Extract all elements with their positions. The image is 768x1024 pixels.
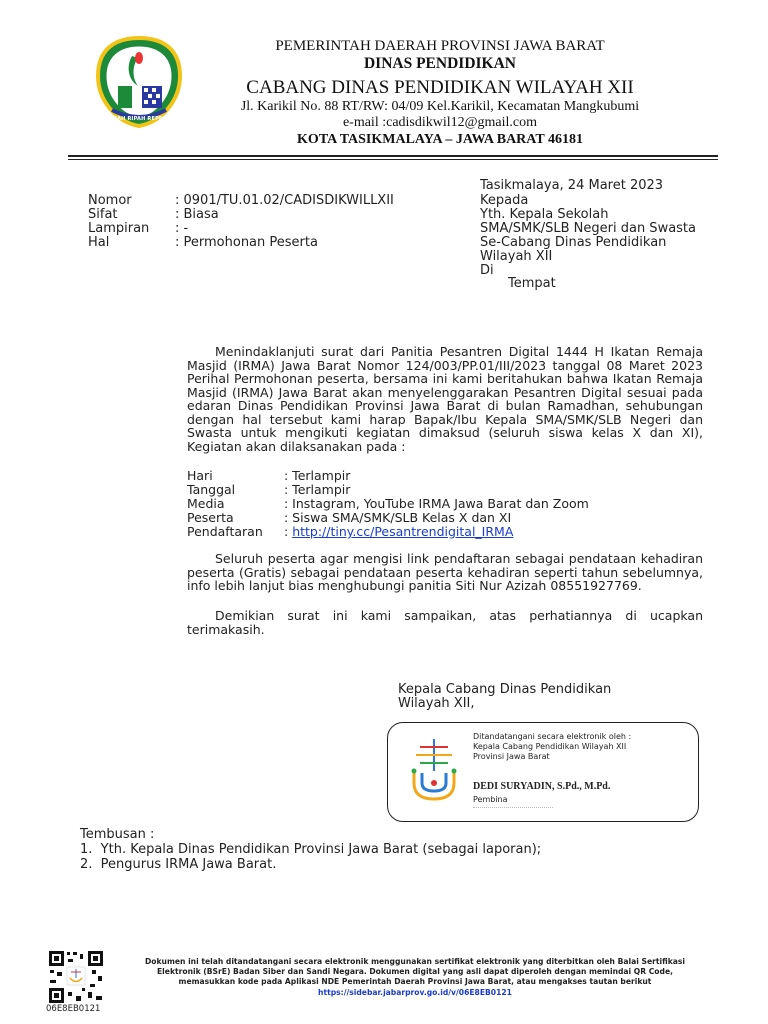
hal-label: Hal [88, 235, 110, 250]
logo-motto: GEMAH RIPAH REPEH RAPIH [104, 116, 188, 122]
detail-value: : Terlampir [284, 482, 351, 497]
electronic-signature-box [387, 722, 699, 822]
recipient-line2: SMA/SMK/SLB Negeri dan Swasta [480, 221, 696, 236]
detail-value: : Instagram, YouTube IRMA Jawa Barat dan Zoom [284, 496, 589, 511]
document-code: 06E8EB0121 [46, 1004, 101, 1014]
header-branch: CABANG DINAS PENDIDIKAN WILAYAH XII [246, 77, 634, 98]
footer-line-3: memasukkan kode pada Aplikasi NDE Pemerintah Daerah Provinsi Jawa Barat, atau mengakses tautan berikut [178, 977, 652, 986]
footer-line-1: Dokumen ini telah ditandatangani secara elektronik menggunakan sertifikat elektronik yang diterbitkan oleh Balai Sertifikasi [144, 957, 685, 966]
detail-row-hari [187, 469, 350, 483]
lampiran-label: Lampiran [88, 221, 150, 236]
verification-link[interactable]: https://sidebar.jabarprov.go.id/v/06E8EB0121 [318, 988, 512, 997]
recipient-line1: Yth. Kepala Sekolah [480, 207, 609, 222]
signature-office: Kepala Cabang Pendidikan Wilayah XII [473, 742, 627, 751]
recipient-tempat: Tempat [508, 276, 556, 291]
detail-row-pendaftaran [187, 525, 513, 539]
rank-underline [473, 807, 553, 808]
detail-value: : Terlampir [284, 468, 351, 483]
header-department: DINAS PENDIDIKAN [363, 55, 516, 72]
detail-label: Pendaftaran [187, 524, 263, 539]
detail-label: Tanggal [187, 482, 236, 497]
body-paragraph-2: Seluruh peserta agar mengisi link pendaftaran sebagai pendataan kehadiran peserta (Gratis) sebagai pendataan peserta kehadiran seperti tahun sebelumnya, info lebih lanjut bias menghubungi panitia Siti Nur Azizah 08551927769. [187, 551, 703, 593]
header-government: PEMERINTAH DAERAH PROVINSI JAWA BARAT [275, 38, 605, 54]
header-divider-thin [68, 159, 718, 160]
bsre-seal-icon [406, 737, 462, 803]
sifat-label: Sifat [88, 207, 118, 222]
signatory-title-1: Kepala Cabang Dinas Pendidikan [398, 682, 612, 697]
signatory-title-2: Wilayah XII, [398, 696, 475, 711]
lampiran-value: : - [175, 221, 189, 236]
signatory-rank: Pembina [473, 795, 508, 804]
header-address: Jl. Karikil No. 88 RT/RW: 04/09 Kel.Karikil, Kecamatan Mangkubumi [240, 99, 640, 114]
registration-link[interactable]: http://tiny.cc/Pesantrendigital_IRMA [292, 524, 514, 539]
header-email: e-mail :cadisdikwil12@gmail.com [342, 115, 538, 130]
detail-row-tanggal [187, 483, 350, 497]
recipient-line3: Se-Cabang Dinas Pendidikan [480, 235, 667, 250]
tembusan-heading: Tembusan : [80, 827, 155, 842]
body-paragraph-1: Menindaklanjuti surat dari Panitia Pesantren Digital 1444 H Ikatan Remaja Masjid (IRMA) Jawa Barat Nomor 124/003/PP.01/III/2023 tanggal 08 Maret 2023 Perihal Permohonan peserta, bersama ini kami beritahukan bahwa Ikatan Remaja Masjid (IRMA) Jawa Barat akan menyelenggarakan Pesantren Digital sesuai pada edaran Dinas Pendidikan Provinsi Jawa Barat di bulan Ramadhan, sehubungan dengan hal tersebut kami harap Bapak/Ibu Kepala SMA/SMK/SLB Negeri dan Swasta untuk mengikuti kegiatan dimaksud (seluruh siswa kelas X dan XI), Kegiatan akan dilaksanakan pada : [187, 344, 703, 454]
nomor-label: Nomor [88, 193, 132, 208]
recipient-di: Di [480, 263, 494, 278]
signatory-name: DEDI SURYADIN, S.Pd., M.Pd. [473, 781, 611, 792]
body-paragraph-3: Demikian surat ini kami sampaikan, atas perhatiannya di ucapkan terimakasih. [187, 608, 703, 637]
detail-row-media [187, 497, 589, 511]
signature-note: Ditandatangani secara elektronik oleh : [473, 732, 632, 741]
detail-value: : Siswa SMA/SMK/SLB Kelas X dan XI [284, 510, 512, 525]
detail-colon: : [284, 524, 293, 539]
detail-label: Peserta [187, 510, 234, 525]
footer-line-2: Elektronik (BSrE) Badan Siber dan Sandi Negara. Dokumen digital yang asli dapat diperoleh dengan memindai QR Code, [157, 967, 673, 976]
detail-label: Hari [187, 468, 213, 483]
hal-value: : Permohonan Peserta [175, 235, 318, 250]
signature-province: Provinsi Jawa Barat [473, 752, 550, 761]
qr-code-icon[interactable] [48, 950, 104, 1004]
detail-label: Media [187, 496, 225, 511]
tembusan-item-2: 2. Pengurus IRMA Jawa Barat. [80, 857, 277, 872]
recipient-line4: Wilayah XII [480, 249, 553, 264]
sifat-value: : Biasa [175, 207, 219, 222]
recipient-kepada: Kepada [480, 193, 529, 208]
nomor-value: : 0901/TU.01.02/CADISDIKWILLXII [175, 193, 394, 208]
header-city: KOTA TASIKMALAYA – JAWA BARAT 46181 [297, 132, 583, 147]
letter-date: Tasikmalaya, 24 Maret 2023 [480, 178, 664, 193]
detail-row-peserta [187, 511, 511, 525]
header-divider-thick [68, 155, 718, 157]
tembusan-item-1: 1. Yth. Kepala Dinas Pendidikan Provinsi Jawa Barat (sebagai laporan); [80, 842, 542, 857]
